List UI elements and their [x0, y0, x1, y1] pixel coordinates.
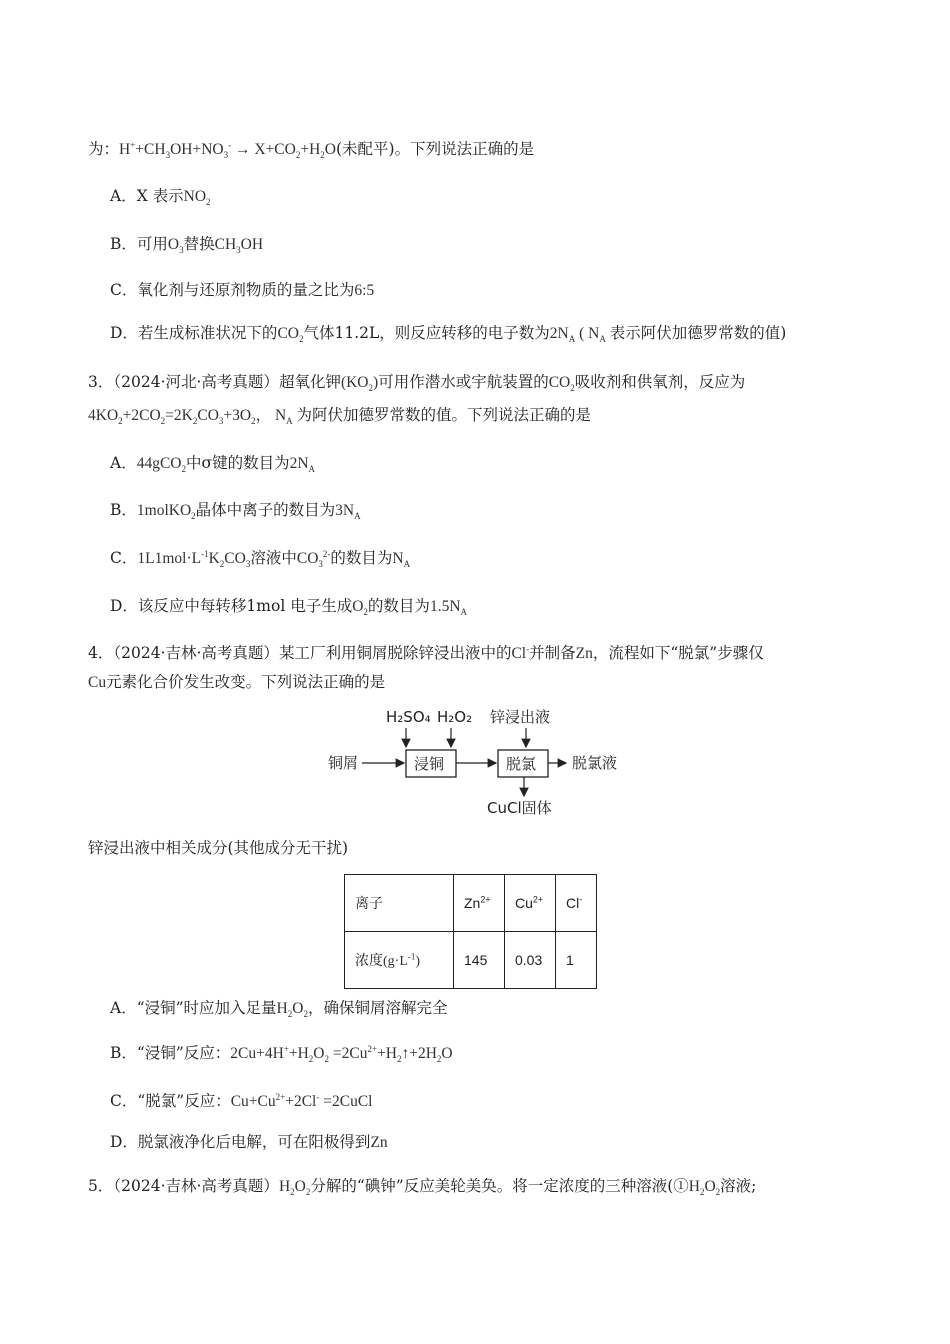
table-caption: 锌浸出液中相关成分(其他成分无干扰)	[88, 839, 349, 857]
reagent-zinc-leachate: 锌浸出液	[490, 708, 551, 726]
table-header-cell: $Zn^{2+}$	[454, 875, 505, 932]
table-header-cell: Cl-	[556, 875, 597, 932]
box-leach-label: 浸铜	[414, 755, 445, 773]
table-row	[345, 875, 597, 932]
table-cell: 1	[556, 932, 597, 989]
q3-stem-line2: $4KO_2+2CO_2=2K_2CO_3+3O_2$， $N_A$ 为阿伏加德罗常数的值。下列说法正确的是	[88, 406, 592, 427]
q2-option-a: A．X 表示$NO_2$	[110, 187, 211, 208]
reagent-h2so4: H₂SO₄	[386, 708, 431, 726]
table-row	[345, 932, 597, 989]
table-cell: 0.03	[505, 932, 556, 989]
q2-equation: $H^++CH_3OH+NO_3^- \to X+CO_2+H_2O$	[119, 139, 336, 161]
q5-stem: 5．（2024·吉林·高考真题）$H_2O_2$分解的“碘钟”反应美轮美奂。将一定浓度的三种溶液($①H_2O_2$溶液;	[88, 1177, 757, 1198]
flow-diagram	[320, 700, 640, 820]
q2-option-b: B．可用$O_3$替换$CH_3OH$	[110, 235, 264, 256]
ion-table	[344, 874, 597, 989]
reagent-h2o2: H₂O₂	[437, 708, 473, 726]
q3-option-d: D．该反应中每转移1mol 电子生成$O_2$的数目为$1.5N_A$	[110, 597, 468, 618]
q3-stem-line1: 3．（2024·河北·高考真题）超氧化钾$(KO_2)$可用作潜水或宇航装置的$CO_2$吸收剂和供氧剂，反应为	[88, 373, 746, 394]
q3-option-b: B．1molKO$_2$晶体中离子的数目为$3N_A$	[110, 501, 361, 522]
table-cell: 145	[454, 932, 505, 989]
q2-option-d: D．若生成标准状况下的$CO_2$气体11.2L，则反应转移的电子数为$2N_A$ ( $N_A$ 表示阿伏加德罗常数的值)	[110, 324, 787, 345]
q4-option-d: D．脱氯液净化后电解，可在阳极得到Zn	[110, 1133, 388, 1151]
output-cucl-solid: CuCl固体	[487, 799, 552, 817]
q4-option-a: A．“浸铜”时应加入足量$H_2O_2$，确保铜屑溶解完全	[110, 999, 448, 1020]
q2-intro: 为：$H^++CH_3OH+NO_3^- \to X+CO_2+H_2O$(未配平)。下列说法正确的是	[88, 139, 535, 161]
q3-option-a: A．44gCO$_2$中σ键的数目为$2N_A$	[110, 454, 316, 475]
output-liquid: 脱氯液	[572, 754, 618, 772]
box-dechlorinate-label: 脱氯	[506, 755, 537, 773]
q4-option-b: B．“浸铜”反应：$2Cu+4H^++H_2O_2$ $=2Cu^{2+}+H_2↑+2H_2O$	[110, 1043, 453, 1065]
q4-option-c: C．“脱氯”反应：$Cu+Cu^{2+}+2Cl^-$ =2CuCl	[110, 1091, 373, 1110]
q3-equation: $4KO_2+2CO_2=2K_2CO_3+3O_2$， $N_A$	[88, 407, 293, 427]
q3-option-c: C．$1L1mol\cdot L^{-1}K_2CO_3$溶液中$CO_3^{2-}$的数目为$N_A$	[110, 548, 411, 570]
table-cell: 浓度$(g\cdot L^{-1})$	[345, 932, 454, 989]
q4-stem-line1: 4．（2024·吉林·高考真题）某工厂利用铜屑脱除锌浸出液中的Cl-并制备Zn，流程如下“脱氯”步骤仅	[88, 643, 764, 662]
table-header-cell: 离子	[345, 875, 454, 932]
q2-option-c: C．氧化剂与还原剂物质的量之比为6:5	[110, 281, 375, 299]
input-copper-scrap: 铜屑	[328, 754, 359, 772]
table-header-cell: $Cu^{2+}$	[505, 875, 556, 932]
q4-stem-line2: Cu元素化合价发生改变。下列说法正确的是	[88, 673, 386, 691]
